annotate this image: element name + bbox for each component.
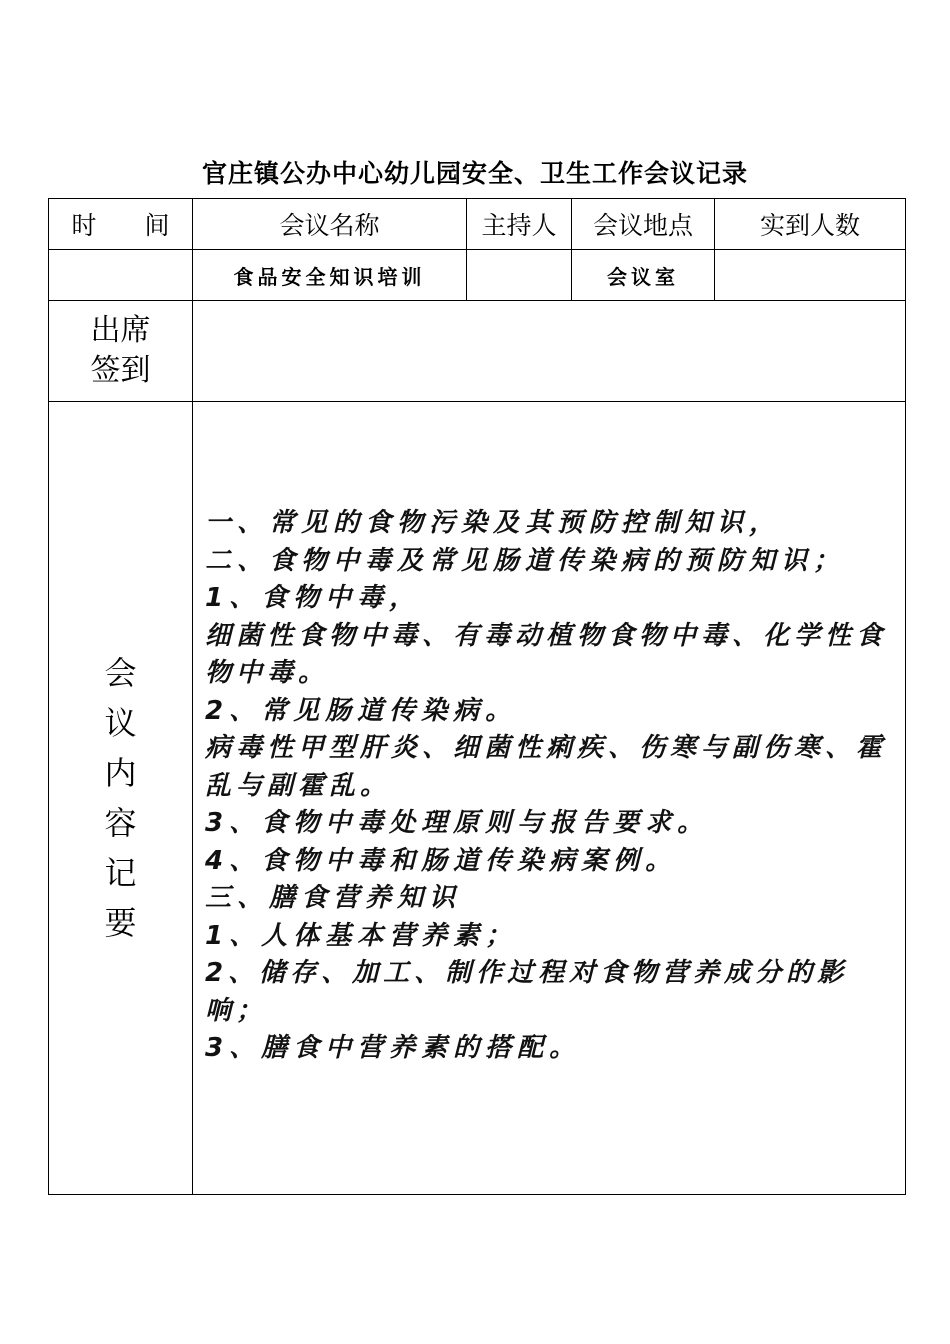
sign-in-label-line1: 出席 bbox=[90, 313, 151, 348]
header-location: 会议地点 bbox=[572, 199, 715, 250]
header-attendance: 实到人数 bbox=[715, 199, 906, 250]
sign-in-row bbox=[49, 301, 906, 402]
location-value: 会议室 bbox=[572, 250, 715, 301]
header-time: 时 间 bbox=[49, 199, 193, 250]
header-row bbox=[49, 199, 906, 250]
minutes-content bbox=[193, 402, 906, 1195]
minutes-label-char: 容 bbox=[104, 804, 137, 842]
minutes-line: 细菌性食物中毒、有毒动植物食物中毒、化学性食物中毒。 bbox=[205, 620, 888, 688]
document-title: 官庄镇公办中心幼儿园安全、卫生工作会议记录 bbox=[201, 159, 748, 188]
time-value bbox=[49, 250, 193, 301]
meeting-record-table bbox=[48, 198, 906, 1195]
minutes-line: 三、膳食营养知识 bbox=[205, 883, 462, 913]
minutes-line: 3、食物中毒处理原则与报告要求。 bbox=[205, 808, 710, 838]
host-value bbox=[467, 250, 572, 301]
minutes-label-char: 要 bbox=[104, 904, 137, 942]
sign-in-label bbox=[49, 301, 193, 402]
minutes-line: 1、人体基本营养素； bbox=[205, 920, 518, 951]
minutes-line: 3、膳食中营养素的搭配。 bbox=[205, 1033, 582, 1063]
minutes-line: 1、食物中毒， bbox=[205, 583, 422, 613]
minutes-line: 2、常见肠道传染病。 bbox=[205, 695, 518, 726]
attendance-value bbox=[715, 250, 906, 301]
minutes-label-char: 记 bbox=[104, 854, 137, 892]
sign-in-area bbox=[193, 301, 906, 402]
sign-in-label-line2: 签到 bbox=[90, 353, 151, 388]
value-row bbox=[49, 250, 906, 301]
minutes-row bbox=[49, 402, 906, 1195]
minutes-line: 病毒性甲型肝炎、细菌性痢疾、伤寒与副伤寒、霍乱与副霍乱。 bbox=[205, 733, 888, 801]
header-host: 主持人 bbox=[467, 199, 572, 250]
minutes-line: 4、食物中毒和肠道传染病案例。 bbox=[205, 845, 678, 876]
header-meeting-name: 会议名称 bbox=[193, 199, 467, 250]
minutes-line: 2、储存、加工、制作过程对食物营养成分的影响； bbox=[205, 958, 849, 1026]
minutes-line: 二、食物中毒及常见肠道传染病的预防知识； bbox=[205, 545, 846, 576]
minutes-label-char: 内 bbox=[104, 754, 137, 792]
minutes-label bbox=[49, 402, 193, 1195]
minutes-line: 一、常见的食物污染及其预防控制知识， bbox=[205, 508, 782, 538]
minutes-label-char: 会 bbox=[104, 654, 137, 692]
meeting-name-value: 食品安全知识培训 bbox=[193, 250, 467, 301]
minutes-label-char: 议 bbox=[104, 704, 137, 742]
